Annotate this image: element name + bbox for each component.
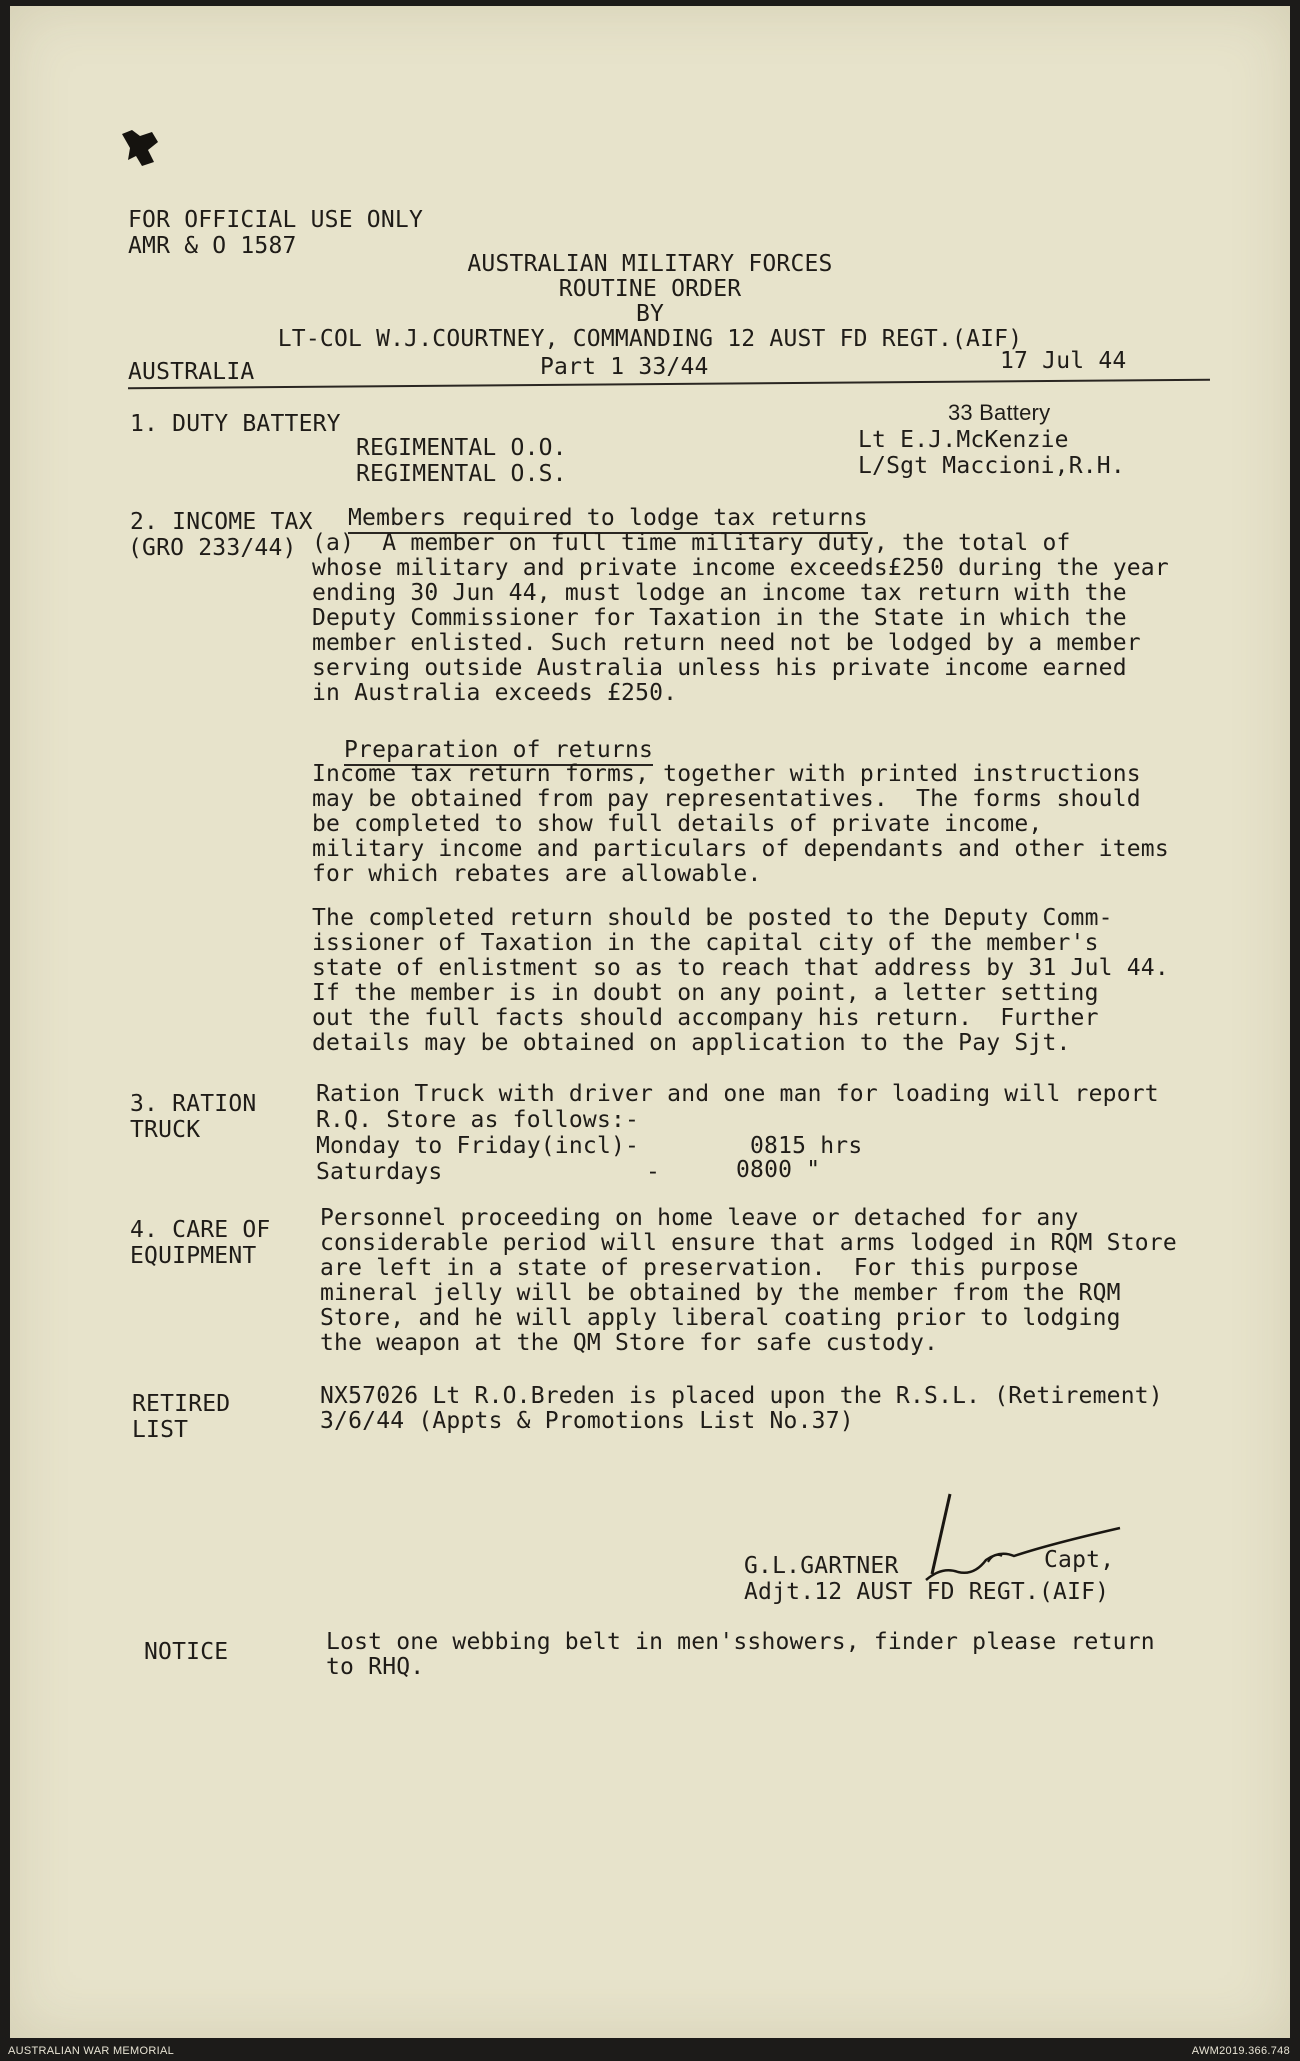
income-tax-heading: 2. INCOME TAX — [130, 509, 313, 535]
routine-order — [10, 6, 1290, 2038]
equipment-heading-line1: 4. CARE OF — [130, 1217, 271, 1243]
signatory-name: G.L.GARTNER — [744, 1553, 899, 1579]
ink-blot-mark — [118, 126, 168, 172]
regimental-oo-label: REGIMENTAL O.O. — [356, 435, 567, 461]
notice-heading: NOTICE — [144, 1639, 229, 1665]
equipment-text: Personnel proceeding on home leave or detached for any considerable period will ensure that arms lodged in RQM Store are left in a state of preservation. For this purpose mineral jelly will be obtained by the member from the RQM Store, and he will apply liberal coating prior to lodging the weapon at the QM Store for safe custody. — [320, 1205, 1177, 1356]
income-tax-subheading: Members required to lodge tax returns — [348, 506, 868, 534]
ration-text-line1: Ration Truck with driver and one man for loading will report — [316, 1081, 1159, 1107]
title-forces: AUSTRALIAN MILITARY FORCES — [467, 251, 833, 277]
official-use-label: FOR OFFICIAL USE ONLY — [128, 207, 423, 233]
retired-text: NX57026 Lt R.O.Breden is placed upon the R.S.L. (Retirement) 3/6/44 (Appts & Promotions List No.37) — [320, 1383, 1163, 1434]
ration-heading-line2: TRUCK — [130, 1117, 201, 1143]
income-tax-paragraph-a: (a) A member on full time military duty, the total of whose military and private income exceeds£250 during the year ending 30 Jun 44, must lodge an income tax return with the Deputy Commissioner for Taxation in the State in which the member enlisted. Such return need not be lodged by a member serving outside Australia unless his private income earned in Australia exceeds £250. — [312, 530, 1169, 706]
document-page — [10, 6, 1290, 2038]
retired-heading-line2: LIST — [132, 1417, 189, 1443]
ration-saturday-label: Saturdays — [316, 1159, 443, 1185]
regimental-oo-value: Lt E.J.McKenzie — [858, 427, 1069, 453]
preparation-text: Income tax return forms, together with printed instructions may be obtained from pay representatives. The forms should be completed to show full details of private income, military income and particulars of dependants and other items for which rebates are allowable. — [312, 761, 1169, 887]
ration-heading-line1: 3. RATION — [130, 1091, 257, 1117]
title-commanding: LT-COL W.J.COURTNEY, COMMANDING 12 AUST FD REGT.(AIF) — [277, 326, 1023, 352]
header-divider — [128, 379, 1210, 389]
location-label: AUSTRALIA — [128, 359, 255, 385]
ration-saturday-dash: - — [646, 1159, 661, 1185]
part-number: Part 1 33/44 — [540, 354, 709, 380]
duty-battery-value: 33 Battery — [948, 400, 1051, 425]
preparation-heading: Preparation of returns — [344, 738, 653, 766]
footer-institution: AUSTRALIAN WAR MEMORIAL — [8, 2045, 175, 2057]
footer-accession-number: AWM2019.366.748 — [1191, 2045, 1290, 2057]
ration-text-line2: R.Q. Store as follows:- — [316, 1107, 640, 1133]
regimental-os-label: REGIMENTAL O.S. — [356, 461, 567, 487]
ration-weekday-label: Monday to Friday(incl)- — [316, 1133, 640, 1159]
title-routine-order: ROUTINE ORDER — [558, 276, 742, 302]
ration-saturday-time: 0800 " — [736, 1157, 821, 1183]
regimental-os-value: L/Sgt Maccioni,R.H. — [858, 453, 1125, 479]
retired-heading-line1: RETIRED — [132, 1391, 231, 1417]
equipment-heading-line2: EQUIPMENT — [130, 1243, 257, 1269]
title-by: BY — [635, 301, 665, 327]
ration-weekday-time: 0815 hrs — [750, 1133, 863, 1159]
order-date: 17 Jul 44 — [1000, 348, 1127, 374]
notice-text: Lost one webbing belt in men'sshowers, finder please return to RHQ. — [326, 1629, 1155, 1680]
amr-reference: AMR & O 1587 — [128, 233, 297, 259]
duty-battery-heading: 1. DUTY BATTERY — [130, 411, 341, 437]
signatory-rank: Capt, — [1044, 1547, 1115, 1573]
signatory-appointment: Adjt.12 AUST FD REGT.(AIF) — [744, 1579, 1110, 1605]
completed-return-text: The completed return should be posted to the Deputy Comm- issioner of Taxation in the capital city of the member's state of enlistment so as to reach that address by 31 Jul 44. If the member is in doubt on any point, a letter setting out the full facts should accompany his return. Further details may be obtained on application to the Pay Sjt. — [312, 905, 1169, 1056]
gro-reference: (GRO 233/44) — [128, 535, 297, 561]
